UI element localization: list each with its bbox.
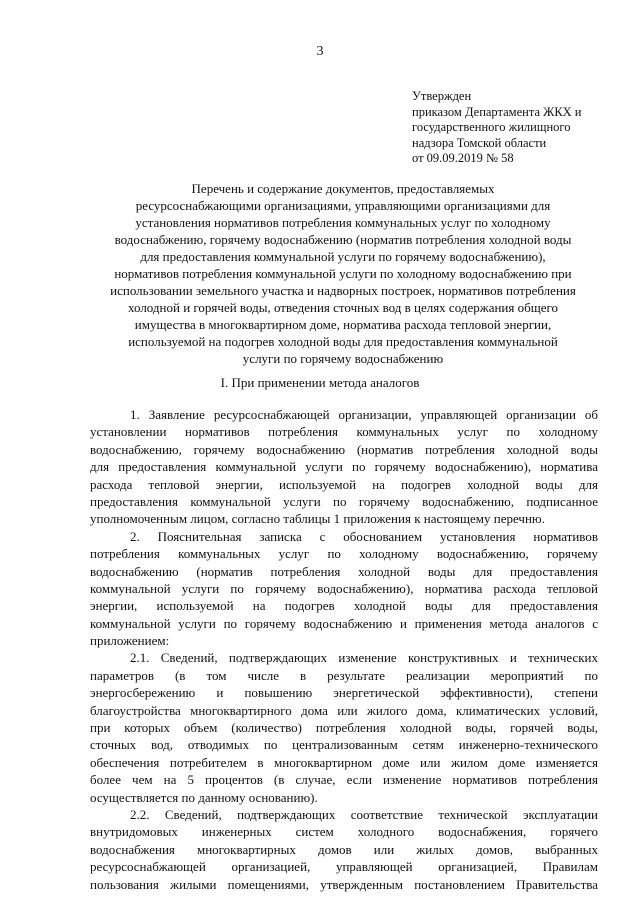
body-line: водоснабжению (норматив потребления холодной воды для предоставления: [90, 563, 598, 579]
body-line: потребления коммунальных услуг по холодному водоснабжению, горячему: [90, 546, 598, 562]
body-line: для предоставления коммунальной услуги по горячему водоснабжению), норматива: [90, 459, 598, 475]
body-line: более чем на 5 процентов (в случае, если изменение нормативов потребления: [90, 772, 598, 788]
approval-line: государственного жилищного: [412, 120, 571, 134]
title-line: используемой на подогрев холодной воды для предоставления коммунальной: [128, 334, 558, 349]
body-line: уполномоченным лицом, согласно таблицы 1 приложения к настоящему перечню.: [90, 511, 545, 527]
body-text: [90, 406, 598, 893]
page-number: 3: [316, 44, 324, 59]
approval-line: приказом Департамента ЖКХ и: [412, 104, 582, 119]
body-line: приложением:: [90, 633, 170, 649]
body-line: сточных вод, отводимых по централизованным сетям инженерно-технического: [90, 737, 598, 753]
title-line: установления нормативов потребления коммунальных услуг по холодному: [135, 215, 551, 230]
approval-line: надзора Томской области: [412, 135, 547, 150]
body-line: благоустройства многоквартирного дома или жилого дома, климатических условий,: [90, 702, 598, 718]
title-line: водоснабжению, горячему водоснабжению (норматив потребления холодной воды: [114, 232, 572, 247]
body-line: водоснабжению, горячему водоснабжению (норматив потребления холодной воды: [90, 441, 598, 457]
body-line: 2.2. Сведений, подтверждающих соответствие технической эксплуатации: [130, 806, 598, 822]
document-title: [88, 180, 598, 367]
body-line: ресурсоснабжающей организацией, управляющей организацией, Правилам: [90, 859, 598, 875]
title-line: Перечень и содержание документов, предоставляемых: [191, 181, 495, 196]
approval-line: от 09.09.2019 № 58: [412, 151, 514, 165]
body-line: пользования жилыми помещениями, утвержденным постановлением Правительства: [90, 876, 598, 892]
body-line: 1. Заявление ресурсоснабжающей организации, управляющей организации об: [130, 407, 598, 422]
body-line: параметров (в том числе в результате реализации мероприятий по: [90, 667, 598, 683]
body-line: энергосбережению и повышению энергетической эффективности), степени: [90, 685, 598, 701]
body-line: установлении нормативов потребления коммунальных услуг по холодному: [90, 424, 598, 440]
approval-line: Утвержден: [412, 89, 472, 103]
title-line: ресурсоснабжающими организациями, управляющими организациями для: [135, 198, 551, 213]
title-line: холодной и горячей воды, отведения сточных вод в целях содержания общего: [127, 300, 559, 315]
body-line: коммунальной услуги по горячему водоснабжению), норматива расхода тепловой: [90, 580, 598, 596]
body-line: при которых объем (количество) потребления холодной воды, горячей воды,: [90, 720, 598, 736]
body-line: 2. Пояснительная записка с обоснованием установления нормативов: [130, 528, 598, 544]
body-line: 2.1. Сведений, подтверждающих изменение конструктивных и технических: [130, 650, 598, 666]
title-line: имущества в многоквартирном доме, норматива расхода тепловой энергии,: [134, 317, 552, 332]
body-line: расхода тепловой энергии, используемой на подогрев холодной воды для: [90, 476, 598, 492]
title-line: использовании земельного участка и надворных построек, нормативов потребления: [110, 283, 576, 298]
body-line: коммунальной услуги по горячему водоснабжению и применения метода аналогов с: [90, 615, 598, 631]
body-line: водоснабжения многоквартирных домов или жилых домов, выбранных: [90, 841, 598, 857]
title-line: услуги по горячему водоснабжению: [242, 351, 444, 366]
body-line: осуществляется по данному основанию).: [90, 789, 318, 805]
body-line: предоставления коммунальной услуги по горячему водоснабжению, подписанное: [90, 493, 598, 509]
title-line: нормативов потребления коммунальной услуги по холодному водоснабжению при: [114, 266, 572, 281]
body-line: внутридомовых инженерных систем холодного водоснабжения, горячего: [90, 824, 598, 840]
approval-block: [412, 89, 612, 167]
title-line: для предоставления коммунальной услуги по горячему водоснабжению),: [140, 249, 546, 264]
body-line: обеспечения потребителем в многоквартирном доме или жилом доме изменяется: [90, 754, 598, 770]
section-heading: I. При применении метода аналогов: [220, 375, 420, 390]
body-line: энергии, используемой на подогрев холодной воды для предоставления: [90, 598, 598, 614]
